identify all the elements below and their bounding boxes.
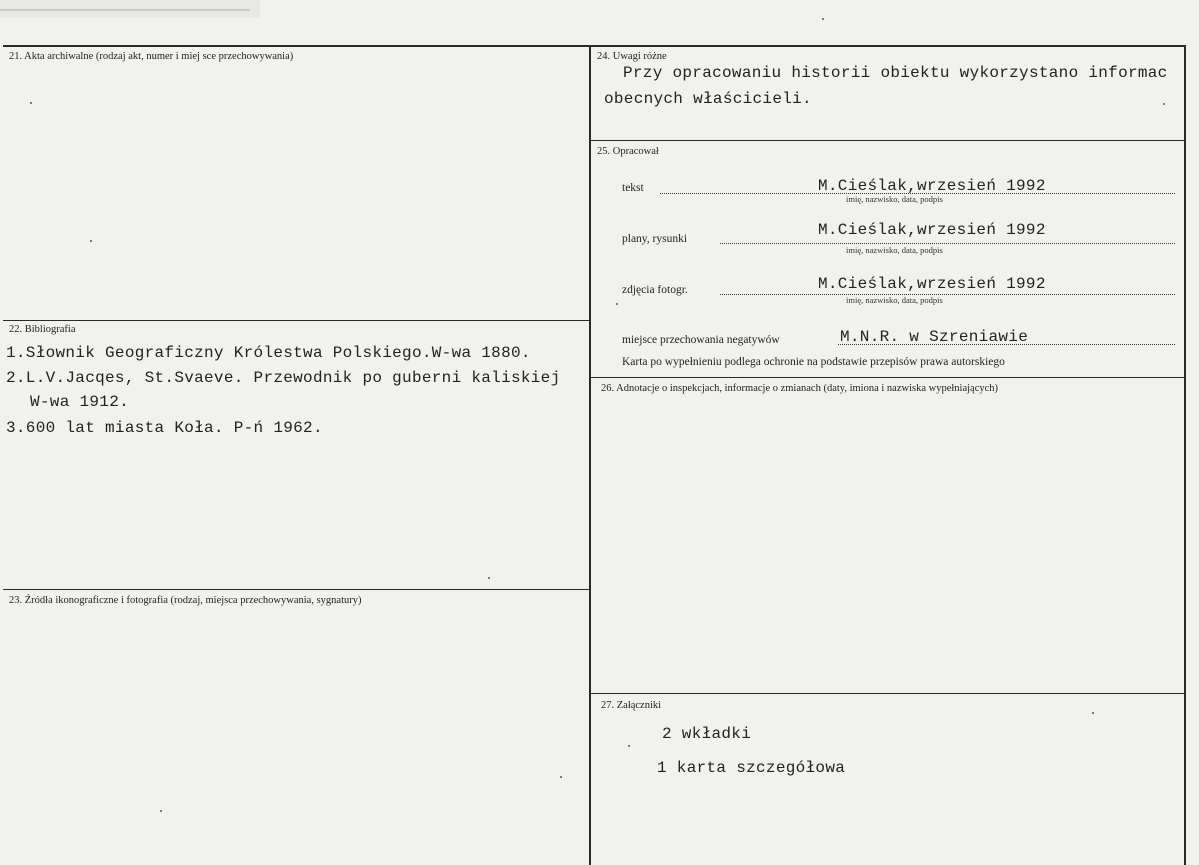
divider-25-26: [591, 377, 1184, 378]
plany-caption: imię, nazwisko, data, podpis: [846, 245, 943, 255]
zdjecia-label: zdjęcia fotogr.: [622, 284, 688, 296]
tekst-label: tekst: [622, 182, 644, 194]
divider-21-22: [3, 320, 589, 321]
zdjecia-caption: imię, nazwisko, data, podpis: [846, 295, 943, 305]
section-21-header: 21. Akta archiwalne (rodzaj akt, numer i miej sce przechowywania): [9, 51, 294, 62]
bibliography-item-2: 2.L.V.Jacqes, St.Svaeve. Przewodnik po guberni kaliskiej: [6, 369, 561, 387]
section-24-header: 24. Uwagi różne: [597, 51, 667, 62]
section-26-header: 26. Adnotacje o inspekcjach, informacje o zmianach (daty, imiona i nazwiska wypełniających): [601, 383, 999, 394]
plany-value: M.Cieślak,wrzesień 1992: [818, 221, 1046, 239]
scan-speck: [1092, 712, 1094, 714]
divider-22-23: [3, 589, 589, 590]
section-22-header: 22. Bibliografia: [9, 324, 76, 335]
zdjecia-dotted-line: [720, 294, 1175, 295]
section-25-header: 25. Opracował: [597, 146, 659, 157]
attachment-item-1: 2 wkładki: [662, 725, 752, 743]
scan-speck: [90, 240, 92, 242]
bibliography-item-1: 1.Słownik Geograficzny Królestwa Polskiego.W-wa 1880.: [6, 344, 531, 362]
divider-24-25: [591, 140, 1184, 141]
copyright-note: Karta po wypełnieniu podlega ochronie na podstawie przepisów prawa autorskiego: [622, 356, 1005, 368]
negatywy-label: miejsce przechowania negatywów: [622, 334, 780, 346]
scan-speck: [160, 810, 162, 812]
top-border: [3, 45, 1185, 47]
tekst-value: M.Cieślak,wrzesień 1992: [818, 177, 1046, 195]
negatywy-value: M.N.R. w Szreniawie: [840, 328, 1029, 346]
scan-speck: [30, 102, 32, 104]
scan-speck: [488, 577, 490, 579]
scan-speck: [822, 18, 824, 20]
scan-speck: [1163, 103, 1165, 105]
scan-speck: [616, 303, 618, 305]
top-edge-mark: [0, 9, 250, 11]
plany-label: plany, rysunki: [622, 233, 688, 245]
plany-dotted-line: [720, 243, 1175, 244]
scan-speck: [560, 776, 562, 778]
section-23-header: 23. Źródła ikonograficzne i fotografia (rodzaj, miejsca przechowywania, sygnatury): [9, 595, 362, 606]
divider-26-27: [591, 693, 1184, 694]
bibliography-item-2-cont: W-wa 1912.: [30, 393, 130, 411]
right-border: [1184, 45, 1186, 865]
zdjecia-value: M.Cieślak,wrzesień 1992: [818, 275, 1046, 293]
attachment-item-2: 1 karta szczegółowa: [657, 759, 846, 777]
remarks-line-2: obecnych właścicieli.: [604, 90, 812, 108]
bibliography-item-3: 3.600 lat miasta Koła. P-ń 1962.: [6, 419, 323, 437]
remarks-line-1: Przy opracowaniu historii obiektu wykorzystano informac: [623, 64, 1168, 82]
section-27-header: 27. Załączniki: [601, 700, 662, 711]
scan-speck: [628, 745, 630, 747]
tekst-caption: imię, nazwisko, data, podpis: [846, 194, 943, 204]
center-divider: [589, 45, 591, 865]
